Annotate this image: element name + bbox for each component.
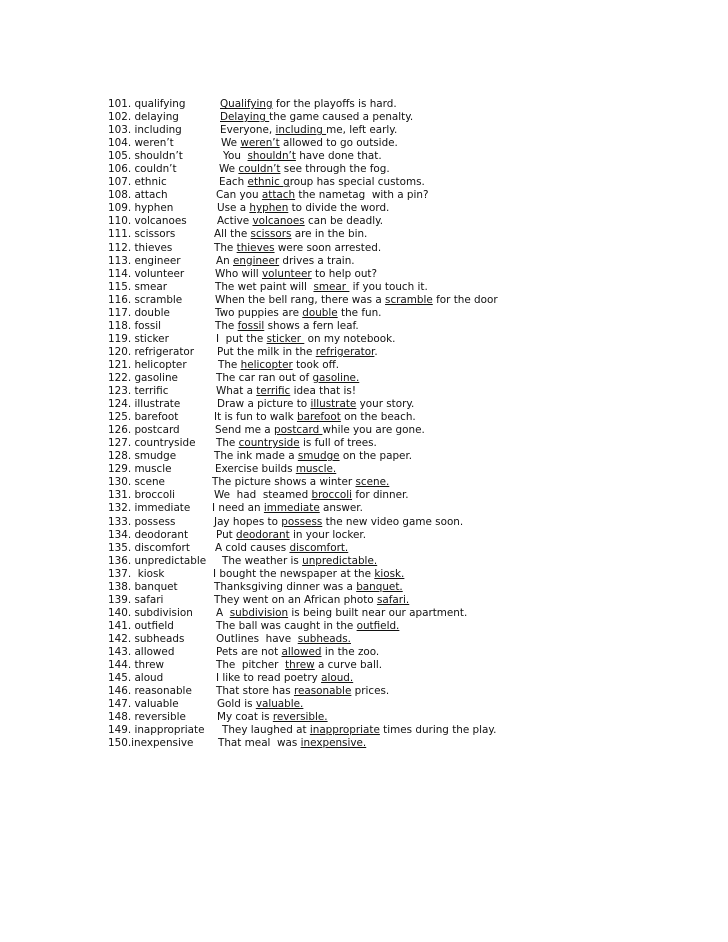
- sentence-text-before: When the bell rang, there was a: [215, 293, 386, 306]
- underlined-word: ethnic g: [247, 176, 290, 189]
- example-sentence: [214, 594, 409, 607]
- vocabulary-word: 125. barefoot: [108, 411, 179, 424]
- example-sentence: [217, 346, 378, 359]
- sentence-text-before: The weather is: [222, 554, 303, 567]
- example-sentence: [216, 672, 353, 685]
- example-sentence: [216, 189, 428, 202]
- vocabulary-word: 117. double: [108, 306, 170, 319]
- example-sentence: [213, 568, 404, 581]
- example-sentence: [216, 255, 355, 268]
- example-sentence: [221, 137, 398, 150]
- sentence-text-after: in the zoo.: [321, 645, 380, 658]
- sentence-text-after: your story.: [356, 398, 415, 411]
- sentence-text-before: Put the milk in the: [217, 345, 316, 358]
- underlined-word: safari.: [376, 593, 410, 606]
- list-item: [108, 476, 708, 489]
- vocabulary-word: 119. sticker: [108, 332, 169, 345]
- underlined-word: weren’t: [240, 137, 280, 150]
- vocabulary-word: 120. refrigerator: [108, 345, 195, 358]
- sentence-text-before: What a: [216, 385, 257, 398]
- list-item: [108, 698, 708, 711]
- sentence-text-before: Active: [217, 215, 253, 228]
- list-item: [108, 502, 708, 515]
- underlined-word: hyphen: [249, 202, 289, 215]
- underlined-word: deodorant: [236, 528, 290, 541]
- list-item: [108, 463, 708, 476]
- sentence-text-before: They laughed at: [222, 724, 310, 737]
- example-sentence: [222, 555, 377, 568]
- list-item: [108, 346, 708, 359]
- list-item: [108, 176, 708, 189]
- vocabulary-word: 108. attach: [108, 189, 168, 202]
- example-sentence: [214, 516, 463, 529]
- vocabulary-word: 142. subheads: [108, 632, 185, 645]
- example-sentence: [212, 476, 389, 489]
- vocabulary-word: 139. safari: [108, 593, 164, 606]
- sentence-text-after: have done that.: [295, 150, 382, 163]
- underlined-word: illustrate: [310, 398, 357, 411]
- vocabulary-word: 106. couldn’t: [108, 163, 177, 176]
- example-sentence: [215, 542, 348, 555]
- list-item: [108, 646, 708, 659]
- list-item: [108, 359, 708, 372]
- example-sentence: [215, 424, 425, 437]
- list-item: [108, 568, 708, 581]
- vocabulary-word: 102. delaying: [108, 111, 179, 124]
- list-item: [108, 516, 708, 529]
- list-item: [108, 242, 708, 255]
- list-item: [108, 489, 708, 502]
- sentence-text-before: The wet paint will: [215, 280, 314, 293]
- example-sentence: [216, 685, 389, 698]
- sentence-text-before: My coat is: [217, 711, 273, 724]
- underlined-word: banquet.: [356, 580, 403, 593]
- list-item: [108, 294, 708, 307]
- vocabulary-word: 130. scene: [108, 476, 165, 489]
- sentence-text-before: The ball was caught in the: [216, 619, 357, 632]
- example-sentence: [217, 711, 328, 724]
- sentence-text-before: It is fun to walk: [214, 411, 297, 424]
- sentence-text-before: Send me a: [215, 424, 274, 437]
- list-item: [108, 450, 708, 463]
- underlined-word: smear: [313, 280, 350, 293]
- sentence-text-after: for dinner.: [352, 489, 409, 502]
- example-sentence: [222, 724, 496, 737]
- underlined-word: muscle.: [295, 463, 337, 476]
- vocabulary-word: 129. muscle: [108, 463, 172, 476]
- sentence-text-before: A: [216, 606, 230, 619]
- vocabulary-word: 136. unpredictable: [108, 554, 207, 567]
- sentence-text-after: the new video game soon.: [322, 515, 464, 528]
- list-item: [108, 255, 708, 268]
- sentence-text-before: I like to read poetry: [216, 672, 322, 685]
- list-item: [108, 150, 708, 163]
- vocabulary-word: 137. kiosk: [108, 567, 165, 580]
- sentence-text-after: allowed to go outside.: [279, 137, 398, 150]
- underlined-word: scissors: [250, 228, 292, 241]
- underlined-word: immediate: [263, 502, 320, 515]
- sentence-text-before: We had steamed: [214, 489, 312, 502]
- vocabulary-word: 149. inappropriate: [108, 724, 205, 737]
- vocabulary-word: 123. terrific: [108, 385, 169, 398]
- sentence-text-after: took off.: [292, 358, 340, 371]
- vocabulary-word: 114. volunteer: [108, 267, 185, 280]
- sentence-text-after: on the beach.: [340, 411, 416, 424]
- underlined-word: reversible.: [272, 711, 328, 724]
- list-item: [108, 228, 708, 241]
- vocabulary-word: 147. valuable: [108, 698, 179, 711]
- sentence-text-after: idea that is!: [290, 385, 356, 398]
- list-item: [108, 737, 708, 750]
- example-sentence: [214, 581, 403, 594]
- vocabulary-word: 131. broccoli: [108, 489, 175, 502]
- sentence-text-before: Can you: [216, 189, 262, 202]
- list-item: [108, 620, 708, 633]
- underlined-word: possess: [281, 515, 323, 528]
- example-sentence: [219, 163, 390, 176]
- vocabulary-word: 127. countryside: [108, 437, 196, 450]
- example-sentence: [217, 698, 303, 711]
- sentence-text-after: see through the fog.: [280, 163, 390, 176]
- sentence-text-before: Pets are not: [216, 645, 282, 658]
- vocabulary-word: 109. hyphen: [108, 202, 174, 215]
- list-item: [108, 411, 708, 424]
- list-item: [108, 268, 708, 281]
- underlined-word: subdivision: [229, 606, 289, 619]
- list-item: [108, 385, 708, 398]
- sentence-text-before: An: [216, 254, 233, 267]
- list-item: [108, 333, 708, 346]
- underlined-word: outfield.: [356, 619, 400, 632]
- sentence-text-after: to help out?: [311, 267, 378, 280]
- list-item: [108, 307, 708, 320]
- underlined-word: scramble: [385, 293, 433, 306]
- vocabulary-word: 113. engineer: [108, 254, 181, 267]
- vocabulary-word: 103. including: [108, 124, 182, 137]
- example-sentence: [216, 620, 399, 633]
- sentence-text-before: That store has: [216, 685, 294, 698]
- underlined-word: terrific: [256, 385, 291, 398]
- underlined-word: aloud.: [321, 672, 354, 685]
- example-sentence: [217, 202, 389, 215]
- example-sentence: [218, 359, 339, 372]
- underlined-word: postcard: [273, 424, 323, 437]
- underlined-word: thieves: [236, 241, 275, 254]
- underlined-word: sticker: [266, 332, 305, 345]
- vocabulary-word: 124. illustrate: [108, 398, 181, 411]
- sentence-text-before: Put: [216, 528, 237, 541]
- underlined-word: countryside: [238, 437, 300, 450]
- example-sentence: [214, 242, 381, 255]
- list-item: [108, 398, 708, 411]
- sentence-text-before: The: [214, 241, 237, 254]
- sentence-text-before: Two puppies are: [215, 306, 303, 319]
- list-item: [108, 594, 708, 607]
- example-sentence: [220, 98, 397, 111]
- sentence-text-after: me, left early.: [326, 124, 398, 137]
- example-sentence: [223, 150, 382, 163]
- example-sentence: [214, 450, 412, 463]
- underlined-word: kiosk.: [374, 567, 405, 580]
- sentence-text-after: in your locker.: [289, 528, 367, 541]
- sentence-text-after: a curve ball.: [314, 659, 383, 672]
- example-sentence: [216, 529, 366, 542]
- vocabulary-word: 135. discomfort: [108, 541, 190, 554]
- underlined-word: inappropriate: [309, 724, 380, 737]
- example-sentence: [217, 215, 383, 228]
- sentence-text-after: were soon arrested.: [274, 241, 382, 254]
- underlined-word: threw: [285, 659, 315, 672]
- vocabulary-word: 121. helicopter: [108, 358, 187, 371]
- vocabulary-word: 118. fossil: [108, 319, 162, 332]
- list-item: [108, 711, 708, 724]
- example-sentence: [216, 437, 377, 450]
- example-sentence: [217, 398, 414, 411]
- sentence-text-after: if you touch it.: [349, 280, 428, 293]
- underlined-word: smudge: [297, 450, 340, 463]
- vocabulary-word: 134. deodorant: [108, 528, 189, 541]
- underlined-word: attach: [261, 189, 296, 202]
- example-sentence: [220, 111, 413, 124]
- sentence-text-before: I need an: [212, 502, 264, 515]
- list-item: [108, 607, 708, 620]
- example-sentence: [215, 307, 381, 320]
- list-item: [108, 542, 708, 555]
- vocabulary-word: 128. smudge: [108, 450, 177, 463]
- underlined-word: barefoot: [296, 411, 341, 424]
- underlined-word: couldn’t: [238, 163, 281, 176]
- sentence-text-before: Exercise builds: [215, 463, 296, 476]
- sentence-text-before: Use a: [217, 202, 250, 215]
- example-sentence: [216, 633, 351, 646]
- vocabulary-word: 111. scissors: [108, 228, 176, 241]
- underlined-word: volunteer: [261, 267, 312, 280]
- list-item: [108, 581, 708, 594]
- list-item: [108, 111, 708, 124]
- list-item: [108, 555, 708, 568]
- sentence-text-after: drives a train.: [279, 254, 355, 267]
- list-item: [108, 633, 708, 646]
- sentence-text-before: Everyone,: [220, 124, 276, 137]
- list-item: [108, 137, 708, 150]
- sentence-text-after: .: [374, 345, 378, 358]
- sentence-text-before: Each: [219, 176, 248, 189]
- sentence-text-before: The picture shows a winter: [212, 476, 356, 489]
- underlined-word: fossil: [237, 319, 265, 332]
- list-item: [108, 529, 708, 542]
- example-sentence: [215, 268, 377, 281]
- example-sentence: [215, 320, 359, 333]
- vocabulary-word: 116. scramble: [108, 293, 183, 306]
- sentence-text-before: We: [219, 163, 239, 176]
- sentence-text-before: The: [216, 437, 239, 450]
- vocabulary-word: 110. volcanoes: [108, 215, 187, 228]
- list-item: [108, 424, 708, 437]
- underlined-word: helicopter: [240, 358, 293, 371]
- example-sentence: [218, 737, 366, 750]
- sentence-text-before: They went on an African photo: [214, 593, 377, 606]
- sentence-text-after: on my notebook.: [304, 332, 396, 345]
- sentence-text-after: on the paper.: [339, 450, 413, 463]
- sentence-text-after: to divide the word.: [288, 202, 390, 215]
- example-sentence: [214, 228, 367, 241]
- underlined-word: unpredictable.: [302, 554, 378, 567]
- sentence-text-after: times during the play.: [379, 724, 497, 737]
- example-sentence: [215, 281, 428, 294]
- sentence-text-before: Who will: [215, 267, 262, 280]
- sentence-text-before: The: [215, 319, 238, 332]
- sentence-text-before: Draw a picture to: [217, 398, 311, 411]
- sentence-text-before: You: [223, 150, 248, 163]
- vocabulary-word: 150.inexpensive: [108, 737, 194, 750]
- sentence-text-before: We: [221, 137, 241, 150]
- underlined-word: refrigerator: [315, 345, 375, 358]
- sentence-text-after: answer.: [319, 502, 363, 515]
- example-sentence: [212, 502, 363, 515]
- example-sentence: [216, 659, 382, 672]
- sentence-text-before: The car ran out of: [216, 371, 313, 384]
- list-item: [108, 372, 708, 385]
- list-item: [108, 189, 708, 202]
- vocabulary-word: 144. threw: [108, 659, 165, 672]
- list-item: [108, 163, 708, 176]
- list-item: [108, 724, 708, 737]
- sentence-text-before: Outlines have: [216, 632, 298, 645]
- underlined-word: Qualifying: [220, 98, 273, 110]
- sentence-text-after: are in the bin.: [291, 228, 368, 241]
- vocabulary-word: 126. postcard: [108, 424, 180, 437]
- vocabulary-word: 140. subdivision: [108, 606, 193, 619]
- underlined-word: including: [275, 124, 327, 137]
- vocabulary-word: 107. ethnic: [108, 176, 167, 189]
- example-sentence: [216, 646, 379, 659]
- list-item: [108, 685, 708, 698]
- vocabulary-word: 132. immediate: [108, 502, 191, 515]
- sentence-text-before: I bought the newspaper at the: [213, 567, 375, 580]
- underlined-word: double: [302, 306, 338, 319]
- vocabulary-word: 145. aloud: [108, 672, 164, 685]
- list-item: [108, 215, 708, 228]
- example-sentence: [220, 124, 397, 137]
- underlined-word: reasonable: [293, 685, 352, 698]
- example-sentence: [216, 372, 359, 385]
- underlined-word: discomfort.: [289, 541, 349, 554]
- list-item: [108, 98, 708, 111]
- underlined-word: volcanoes: [252, 215, 305, 228]
- sentence-text-after: can be deadly.: [304, 215, 384, 228]
- sentence-text-after: is being built near our apartment.: [288, 606, 468, 619]
- example-sentence: [216, 607, 467, 620]
- sentence-text-before: The pitcher: [216, 659, 286, 672]
- underlined-word: allowed: [281, 645, 322, 658]
- sentence-text-after: prices.: [351, 685, 390, 698]
- vocabulary-word: 138. banquet: [108, 580, 178, 593]
- vocabulary-word: 115. smear: [108, 280, 168, 293]
- vocabulary-word: 122. gasoline: [108, 371, 178, 384]
- sentence-text-before: Gold is: [217, 698, 256, 711]
- list-item: [108, 281, 708, 294]
- sentence-text-before: All the: [214, 228, 251, 241]
- underlined-word: inexpensive.: [300, 737, 367, 750]
- vocabulary-word: 143. allowed: [108, 645, 175, 658]
- sentence-text-before: That meal was: [218, 737, 301, 750]
- example-sentence: [215, 294, 498, 307]
- vocabulary-word: 105. shouldn’t: [108, 150, 183, 163]
- sentence-text-before: Jay hopes to: [214, 515, 282, 528]
- vocabulary-word: 148. reversible: [108, 711, 186, 724]
- sentence-text-after: the nametag with a pin?: [295, 189, 429, 202]
- underlined-word: scene.: [355, 476, 390, 489]
- example-sentence: [216, 385, 356, 398]
- list-item: [108, 437, 708, 450]
- list-item: [108, 202, 708, 215]
- example-sentence: [214, 489, 409, 502]
- sentence-text-after: roup has special customs.: [289, 176, 425, 189]
- example-sentence: [215, 463, 336, 476]
- list-item: [108, 320, 708, 333]
- sentence-text-after: for the playoffs is hard.: [272, 98, 397, 110]
- underlined-word: shouldn’t: [247, 150, 296, 163]
- list-item: [108, 124, 708, 137]
- sentence-text-after: the game caused a penalty.: [269, 111, 414, 124]
- vocabulary-word: 133. possess: [108, 515, 176, 528]
- underlined-word: broccoli: [311, 489, 353, 502]
- vocabulary-word: 112. thieves: [108, 241, 173, 254]
- sentence-text-before: The: [218, 358, 241, 371]
- sentence-text-before: Thanksgiving dinner was a: [214, 580, 357, 593]
- underlined-word: Delaying: [220, 111, 270, 124]
- example-sentence: [214, 411, 416, 424]
- list-item: [108, 659, 708, 672]
- list-item: [108, 672, 708, 685]
- vocabulary-word: 101. qualifying: [108, 98, 186, 110]
- sentence-text-before: The ink made a: [214, 450, 298, 463]
- underlined-word: valuable.: [255, 698, 304, 711]
- sentence-text-before: I put the: [216, 332, 267, 345]
- sentence-text-after: shows a fern leaf.: [264, 319, 359, 332]
- sentence-text-after: is full of trees.: [299, 437, 377, 450]
- underlined-word: gasoline.: [312, 371, 360, 384]
- vocabulary-word: 104. weren’t: [108, 137, 174, 150]
- vocabulary-word: 146. reasonable: [108, 685, 192, 698]
- example-sentence: [216, 333, 395, 346]
- sentence-text-after: for the door: [432, 293, 498, 306]
- vocabulary-word: 141. outfield: [108, 619, 174, 632]
- underlined-word: engineer: [233, 254, 280, 267]
- sentence-text-after: while you are gone.: [322, 424, 425, 437]
- sentence-text-before: A cold causes: [215, 541, 290, 554]
- vocabulary-list: [108, 98, 708, 750]
- underlined-word: subheads.: [297, 632, 351, 645]
- sentence-text-after: the fun.: [337, 306, 382, 319]
- example-sentence: [219, 176, 425, 189]
